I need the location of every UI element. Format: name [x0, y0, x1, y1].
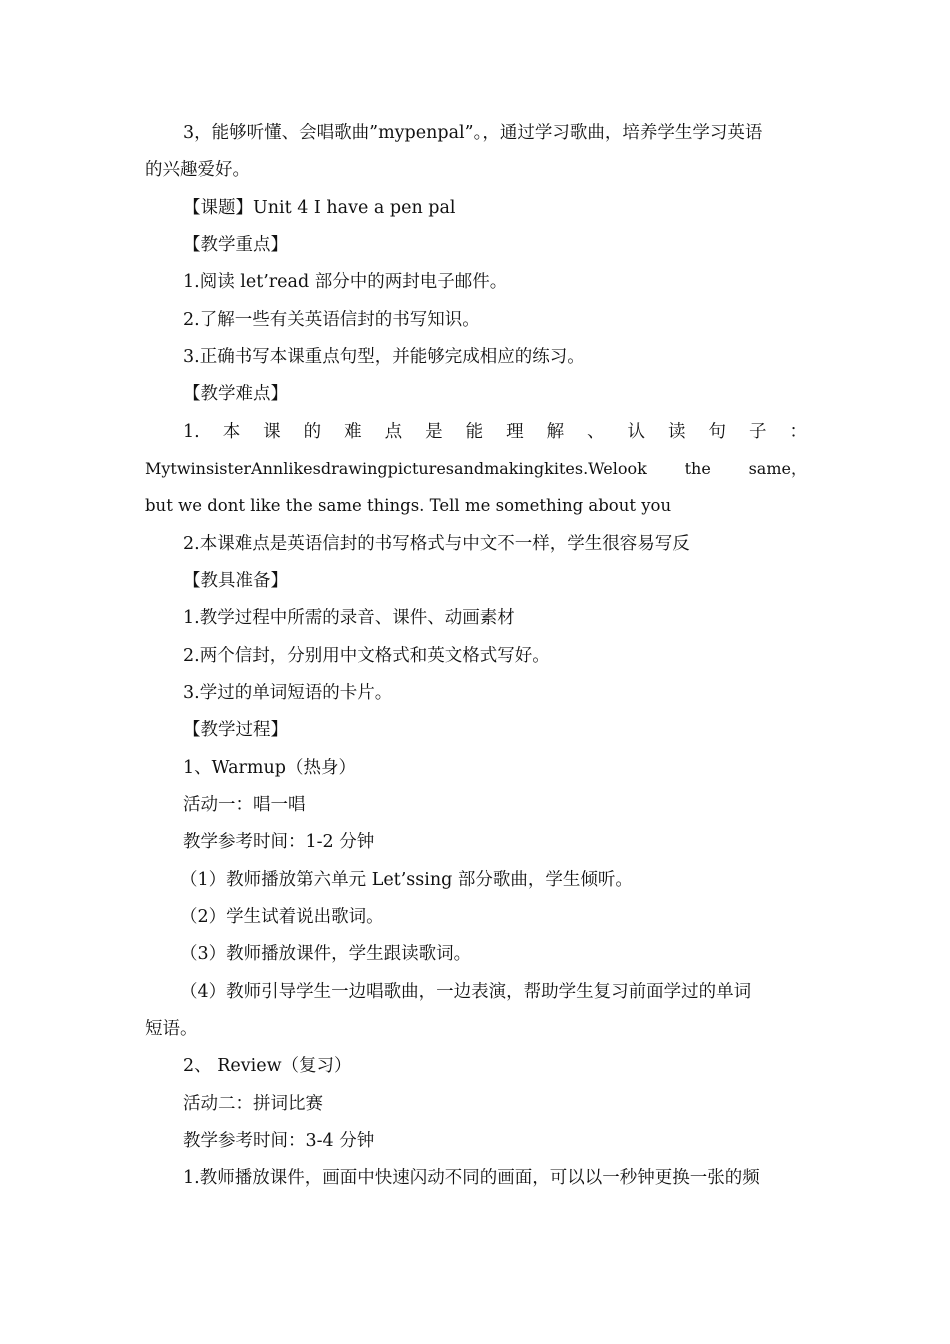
word: 的 — [303, 422, 322, 442]
time-reference: 教学参考时间：3-4 分钟 — [183, 1131, 375, 1151]
activity-title: 活动一：唱一唱 — [183, 795, 306, 815]
list-item: 3.正确书写本课重点句型，并能够完成相应的练习。 — [183, 347, 585, 367]
word: 理 — [506, 422, 524, 442]
section-heading: 【教学难点】 — [183, 384, 288, 404]
list-item: 2.两个信封，分别用中文格式和英文格式写好。 — [183, 646, 550, 666]
list-item: 1.教学过程中所需的录音、课件、动画素材 — [183, 608, 515, 628]
list-item: 2.本课难点是英语信封的书写格式与中文不一样，学生很容易写反 — [183, 534, 690, 554]
word: 认 — [627, 422, 646, 442]
list-item: 2.了解一些有关英语信封的书写知识。 — [183, 310, 480, 330]
word: MytwinsisterAnnlikesdrawingpicturesandmakingkites.Welook — [145, 459, 647, 478]
paragraph-line: but we dont like the same things. Tell me something about you — [145, 496, 672, 515]
list-item: 1.阅读 let’read 部分中的两封电子邮件。 — [183, 272, 508, 292]
justified-line — [183, 421, 807, 443]
list-item: 1.教师播放课件，画面中快速闪动不同的画面，可以以一秒钟更换一张的频 — [183, 1168, 760, 1188]
justified-line — [145, 458, 807, 480]
word: 子 — [748, 422, 767, 442]
lesson-title: 【课题】Unit 4 I have a pen pal — [183, 198, 456, 218]
paragraph-line: 3，能够听懂、会唱歌曲”mypenpal”。，通过学习歌曲，培养学生学习英语 — [183, 123, 763, 143]
word: 难 — [344, 422, 362, 442]
paragraph-line: 的兴趣爱好。 — [145, 160, 250, 180]
section-heading: 【教具准备】 — [183, 571, 288, 591]
word: 、 — [587, 422, 605, 442]
list-item: （1）教师播放第六单元 Let’ssing 部分歌曲，学生倾听。 — [180, 870, 633, 890]
paragraph-line: 短语。 — [145, 1019, 198, 1039]
word: 课 — [263, 422, 281, 442]
word: 1. — [183, 422, 200, 442]
word: same， — [748, 459, 807, 478]
list-item: （3）教师播放课件，学生跟读歌词。 — [180, 944, 472, 964]
time-reference: 教学参考时间：1-2 分钟 — [183, 832, 375, 852]
word: 句 — [708, 422, 726, 442]
activity-title: 活动二：拼词比赛 — [183, 1094, 323, 1114]
section-heading: 【教学过程】 — [183, 720, 288, 740]
word: 读 — [668, 422, 686, 442]
word: 解 — [546, 422, 565, 442]
word: the — [684, 459, 711, 478]
list-item: （4）教师引导学生一边唱歌曲，一边表演，帮助学生复习前面学过的单词 — [180, 982, 752, 1002]
word: 是 — [425, 422, 443, 442]
word: 本 — [222, 422, 241, 442]
word: 点 — [384, 422, 403, 442]
list-item: （2）学生试着说出歌词。 — [180, 907, 384, 927]
step-heading: 2、 Review（复习） — [183, 1056, 352, 1076]
step-heading: 1、Warmup（热身） — [183, 758, 356, 778]
list-item: 3.学过的单词短语的卡片。 — [183, 683, 393, 703]
section-heading: 【教学重点】 — [183, 235, 288, 255]
word: 能 — [465, 422, 484, 442]
word: ： — [789, 422, 807, 442]
